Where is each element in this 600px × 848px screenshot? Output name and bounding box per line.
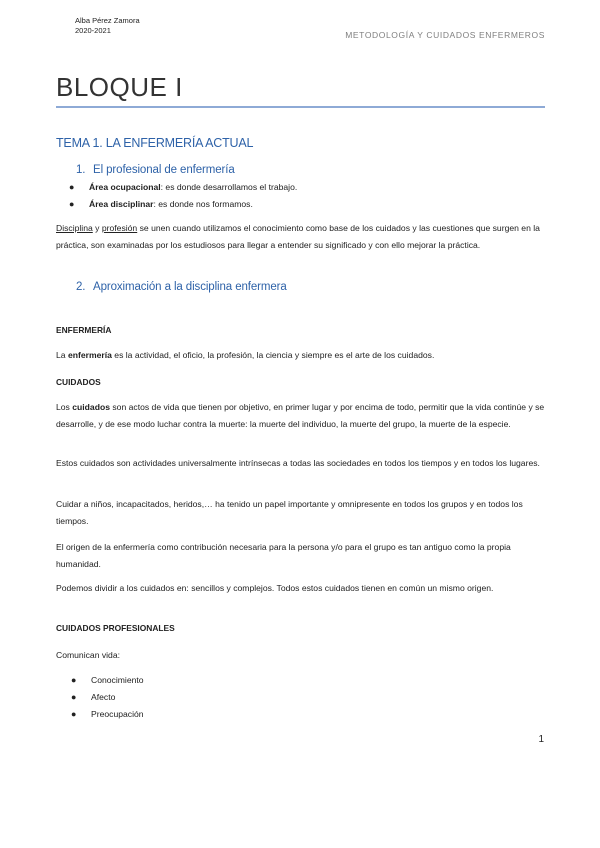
bullet-text: : es donde desarrollamos el trabajo. — [160, 182, 298, 192]
page-title: BLOQUE I — [56, 72, 183, 102]
list-item-text: Preocupación — [91, 709, 144, 719]
text-span: y — [92, 223, 102, 233]
profesionales-label: CUIDADOS PROFESIONALES — [56, 623, 175, 633]
title-divider — [56, 106, 545, 108]
list-item — [71, 675, 144, 685]
text-span: se unen cuando utilizamos el conocimiento como base de los cuidados y las cuestiones que surgen en la práctica, son examinadas por los estudiosos para llegar a entender su significado y con ello mejorar la práctica. — [56, 223, 540, 250]
section1-title: El profesional de enfermería — [93, 164, 235, 176]
section2-number: 2. — [76, 281, 86, 293]
list-item — [71, 692, 116, 702]
disciplina-paragraph — [56, 220, 546, 254]
list-item — [71, 709, 144, 719]
cuidados-label: CUIDADOS — [56, 377, 101, 387]
bullet-icon: ● — [69, 199, 75, 209]
underlined-term: profesión — [101, 223, 138, 233]
text-span: Los — [56, 402, 73, 412]
enfermeria-paragraph — [56, 347, 546, 364]
text-span: es la actividad, el oficio, la profesión, la ciencia y siempre es el arte de los cuidados. — [111, 350, 435, 360]
bold-term: cuidados — [72, 402, 110, 412]
underlined-term: Disciplina — [56, 223, 93, 233]
bullet-bold-term: Área ocupacional — [89, 182, 161, 192]
cuidados-paragraph-4: El origen de la enfermería como contribución necesaria para la persona y/o para el grupo es tan antiguo como la propia humanidad. — [56, 542, 511, 569]
text-span: La — [56, 350, 68, 360]
cuidados-paragraph-2: Estos cuidados son actividades universalmente intrínsecas a todas las sociedades en todos los tiempos y en todos los lugares. — [56, 458, 540, 468]
list-item — [69, 182, 298, 192]
bullet-text: : es donde nos formamos. — [153, 199, 253, 209]
cuidados-paragraph-1 — [56, 399, 546, 433]
bullet-icon: ● — [71, 709, 77, 719]
bullet-icon: ● — [71, 675, 77, 685]
header-author: Alba Pérez Zamora — [75, 16, 140, 25]
section2-title: Aproximación a la disciplina enfermera — [93, 281, 287, 293]
bullet-icon: ● — [69, 182, 75, 192]
list-item — [69, 199, 253, 209]
list-item-text: Afecto — [91, 692, 116, 702]
profesionales-intro: Comunican vida: — [56, 650, 121, 660]
section1-number: 1. — [76, 164, 86, 176]
cuidados-paragraph-5: Podemos dividir a los cuidados en: sencillos y complejos. Todos estos cuidados tienen en común un mismo origen. — [56, 583, 494, 593]
header-years: 2020-2021 — [75, 26, 111, 35]
page-number: 1 — [538, 734, 544, 745]
bullet-icon: ● — [71, 692, 77, 702]
bold-term: enfermería — [67, 350, 112, 360]
section1-heading — [76, 164, 235, 176]
tema-heading: TEMA 1. LA ENFERMERÍA ACTUAL — [56, 136, 254, 150]
section2-heading — [76, 281, 287, 293]
header-author-block — [75, 16, 140, 36]
list-item-text: Conocimiento — [91, 675, 144, 685]
bullet-bold-term: Área disciplinar — [89, 199, 154, 209]
header-subject: METODOLOGÍA Y CUIDADOS ENFERMEROS — [345, 30, 545, 40]
enfermeria-label: ENFERMERÍA — [56, 325, 112, 335]
text-span: son actos de vida que tienen por objetivo, en primer lugar y por encima de todo, permitir que la vida continúe y se desarrolle, y de ese modo luchar contra la muerte: la muerte del individuo, la muerte del grupo, la muerte de la especie. — [56, 402, 545, 429]
cuidados-paragraph-3: Cuidar a niños, incapacitados, heridos,… ha tenido un papel importante y omnipresente en todos los grupos y en todos los tiempos. — [56, 499, 523, 526]
